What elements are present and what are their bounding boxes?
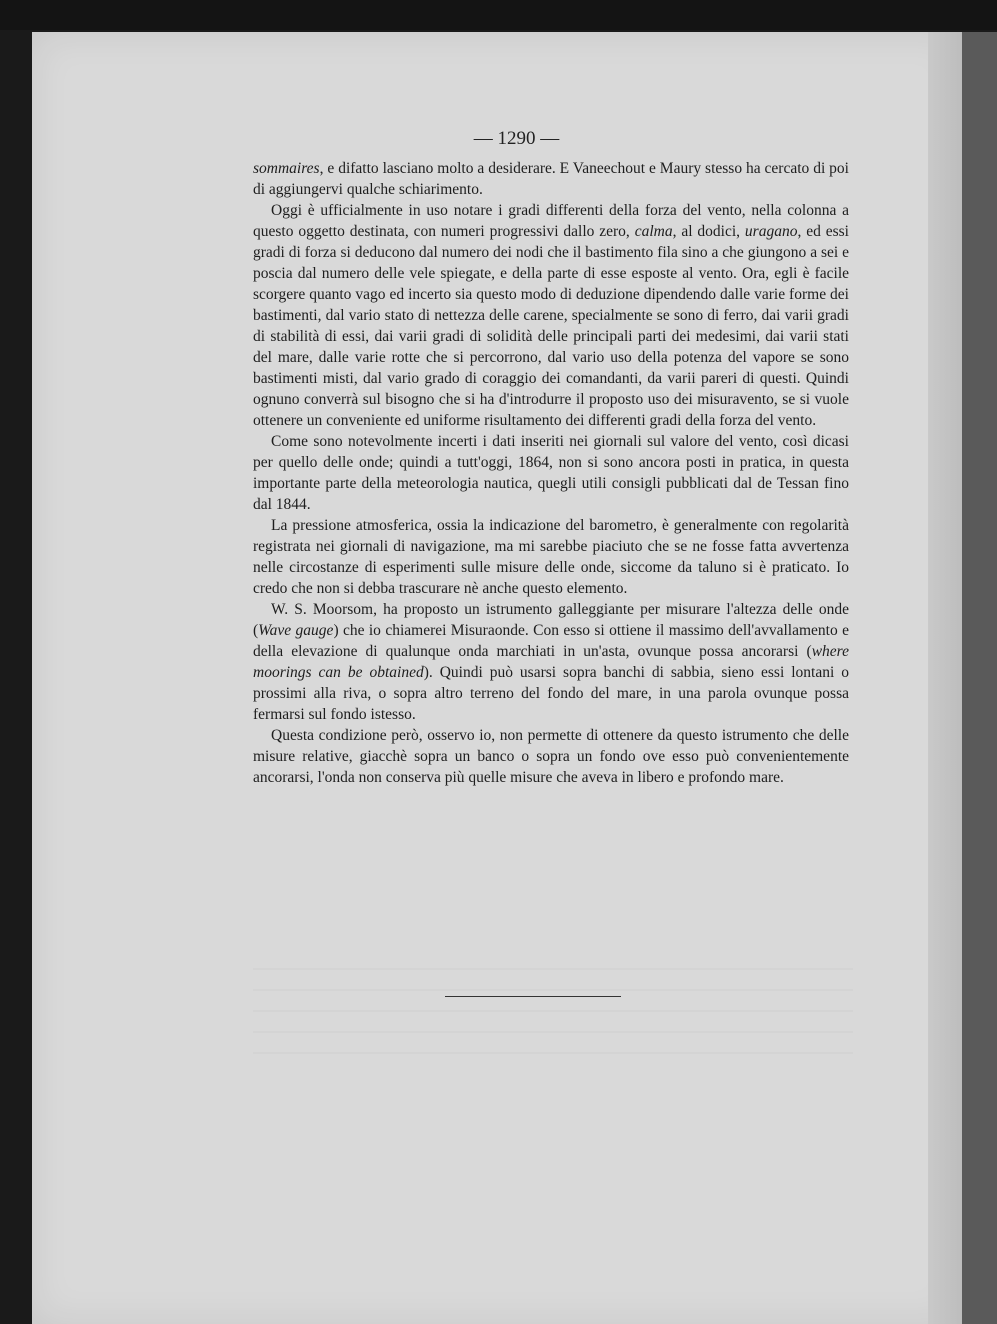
page-number xyxy=(0,128,997,150)
italic-run: where moorings can be obtained xyxy=(253,643,849,681)
text-run: W. S. Moorsom, ha proposto un istrumento galleggiante per misurare l'altezza delle onde ( xyxy=(253,601,849,639)
page-edge-shadow xyxy=(928,32,962,1324)
text-run: La pressione atmosferica, ossia la indicazione del barometro, è generalmente con regolarità registrata nei giornali di navigazione, ma mi sarebbe piaciuto che se ne fosse fatta avvertenza nelle circostanze di esperimenti sulle misure delle onde, siccome da taluno si è praticato. Io credo che non si debba trascurare nè anche questo elemento. xyxy=(253,517,849,597)
italic-run: calma xyxy=(634,223,673,240)
text-run: Questa condizione però, osservo io, non permette di ottenere da questo istrumento che delle misure relative, giacchè sopra un banco o sopra un fondo ove esso può convenientemente ancorarsi, l'onda non conserva più quelle misure che aveva in libero e profondo mare. xyxy=(253,727,849,786)
italic-run: Wave gauge xyxy=(258,622,334,639)
paragraph-5 xyxy=(253,599,849,725)
page-number-text: — 1290 — xyxy=(473,128,560,149)
paragraph-2 xyxy=(253,200,849,431)
italic-run: uragano xyxy=(744,223,798,240)
text-run: , e difatto lasciano molto a desiderare. E Vaneechout e Maury stesso ha cercato di poi di aggiungervi qualche schiarimento. xyxy=(253,160,849,198)
paragraph-4 xyxy=(253,515,849,599)
end-rule xyxy=(445,996,621,997)
body-text xyxy=(253,158,849,788)
text-run: ) che io chiamerei Misuraonde. Con esso si ottiene il massimo dell'avvallamento e della elevazione di qualunque onda marchiati in un'asta, ovunque possa ancorarsi ( xyxy=(253,622,849,660)
scan-right-border xyxy=(962,32,997,1324)
paragraph-3 xyxy=(253,431,849,515)
text-run: , al dodici, xyxy=(672,223,745,240)
text-run: , ed essi gradi di forza si deducono dal numero dei nodi che il bastimento fila sino a che giungono a sei e poscia dal numero delle vele spiegate, e della parte di esse esposte al vento. Ora, egli è facile scorgere quanto vago ed incerto sia questo modo di deduzione dipendendo dalle varie forme dei bastimenti, dal vario stato di nettezza delle carene, specialmente se sono di ferro, dai varii gradi di stabilità di essi, dai varii gradi di solidità delle principali parti dei medesimi, dai varii stati del mare, dalle varie rotte che si percorrono, dal vario uso della potenza del vapore se sono bastimenti misti, dal vario grado di coraggio dei comandanti, da varii pareri di questi. Quindi ognuno converrà sul bisogno che si ha d'introdurre il proposto uso dei misuravento, se si vuole ottenere un conveniente ed uniforme risultamento dei differenti gradi della forza del vento. xyxy=(253,223,849,429)
show-through-bleed xyxy=(253,968,853,1068)
paragraph-6 xyxy=(253,725,849,788)
paragraph-1 xyxy=(253,158,849,200)
text-run: Oggi è ufficialmente in uso notare i gradi differenti della forza del vento, nella colonna a questo oggetto destinata, con numeri progressivi dallo zero, xyxy=(253,202,849,240)
text-run: ). Quindi può usarsi sopra banchi di sabbia, sieno essi lontani o prossimi alla riva, o sopra altro terreno del fondo del mare, in una parola ovunque possa fermarsi sul fondo istesso. xyxy=(253,664,849,723)
italic-run: sommaires xyxy=(253,160,320,177)
text-run: Come sono notevolmente incerti i dati inseriti nei giornali sul valore del vento, così dicasi per quello delle onde; quindi a tutt'oggi, 1864, non si sono ancora posti in pratica, in questa importante parte della meteorologia nautica, quegli utili consigli pubblicati dal de Tessan fino dal 1844. xyxy=(253,433,849,513)
scan-top-border xyxy=(0,0,997,30)
